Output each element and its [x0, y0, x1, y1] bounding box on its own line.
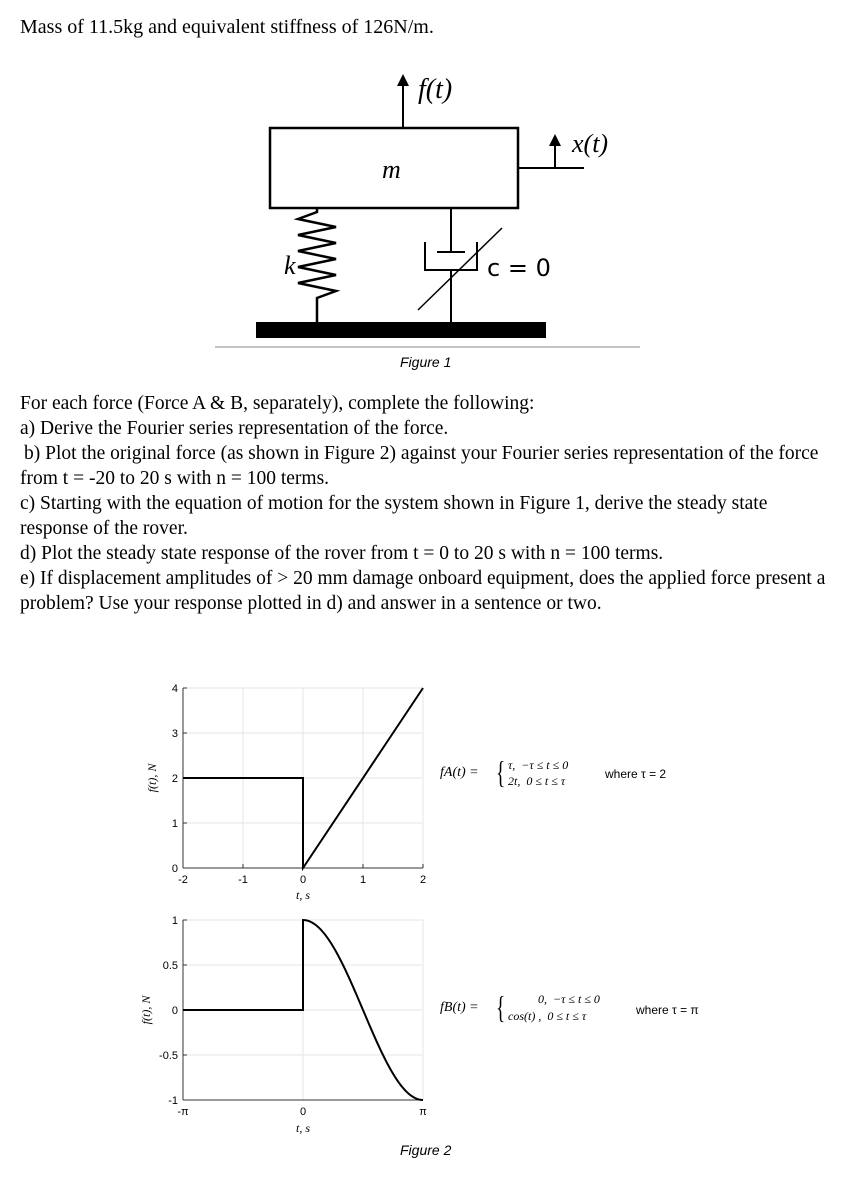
plot-a-ytick: 2: [171, 773, 178, 785]
equation-b-case2: cos(t) , 0 ≤ t ≤ τ: [508, 1009, 587, 1023]
displacement-label: x(t): [572, 129, 609, 158]
displacement-arrow-head: [549, 134, 561, 146]
equation-a: [440, 754, 700, 792]
equation-b-brace: {: [496, 989, 506, 1025]
task-b: b) Plot the original force (as shown in Figure 2) against your Fourier series representation of the force from t = -20 to 20 s with n = 100 terms.: [20, 443, 819, 489]
figure1-caption: Figure 1: [400, 354, 452, 370]
task-a: a) Derive the Fourier series representation of the force.: [20, 418, 449, 439]
plot-b-ytick: 1: [171, 915, 178, 927]
task-lead: For each force (Force A & B, separately), complete the following:: [20, 393, 535, 414]
plot-b-xlabel: t, s: [295, 1121, 311, 1135]
problem-intro: Mass of 11.5kg and equivalent stiffness of 126N/m.: [20, 16, 434, 38]
equation-b-lhs: fB(t) =: [440, 1000, 479, 1015]
plot-a-xtick: 0: [299, 874, 307, 886]
plot-b: [130, 910, 460, 1140]
plot-b-xtick: 0: [299, 1106, 307, 1118]
equation-a-case2: 2t, 0 ≤ t ≤ τ: [508, 774, 566, 788]
task-c: c) Starting with the equation of motion for the system shown in Figure 1, derive the steady state response of the rover.: [20, 493, 768, 539]
plot-a-xlabel: t, s: [295, 888, 311, 902]
plot-b-xtick: -π: [177, 1106, 189, 1118]
plot-b-ytick: -1: [168, 1095, 178, 1107]
force-label: f(t): [418, 74, 453, 105]
plot-a-xtick: 1: [359, 874, 367, 886]
equation-a-case1: τ, −τ ≤ t ≤ 0: [508, 758, 569, 772]
equation-a-brace: {: [496, 754, 506, 790]
plot-a: [130, 670, 460, 910]
task-d: d) Plot the steady state response of the rover from t = 0 to 20 s with n = 100 terms.: [20, 543, 664, 564]
plot-b-xtick: π: [419, 1106, 427, 1118]
spring: [298, 208, 336, 324]
mass-label: m: [382, 155, 401, 184]
plot-b-ytick: -0.5: [159, 1050, 178, 1062]
plot-a-xtick: -1: [238, 874, 248, 886]
force-arrow-head: [397, 74, 409, 86]
plot-a-ytick: 4: [171, 683, 178, 695]
equation-b-where: where τ = π: [636, 1003, 699, 1017]
task-e: e) If displacement amplitudes of > 20 mm damage onboard equipment, does the applied force present a problem? Use your response plotted in d) and answer in a sentence or two.: [20, 568, 826, 614]
equation-b: [440, 989, 740, 1028]
plot-b-ytick: 0.5: [162, 960, 178, 972]
plot-b-ytick: 0: [171, 1005, 178, 1017]
ground: [256, 322, 546, 338]
plot-a-ytick: 3: [171, 728, 178, 740]
plot-b-ylabel: f(t), N: [139, 995, 153, 1025]
figure1-diagram: [0, 60, 846, 380]
equation-a-lhs: fA(t) =: [440, 765, 479, 780]
spring-label: k: [284, 251, 296, 280]
plot-a-xtick: -2: [178, 874, 188, 886]
plot-a-ylabel: f(t), N: [145, 763, 159, 793]
task-list: [20, 391, 835, 616]
plot-a-ytick: 1: [171, 818, 178, 830]
figure2-caption: Figure 2: [400, 1142, 452, 1158]
equation-b-case1: 0, −τ ≤ t ≤ 0: [538, 992, 600, 1006]
damper-label: c = 0: [487, 254, 551, 282]
equation-a-where: where τ = 2: [605, 767, 667, 781]
plot-a-xtick: 2: [419, 874, 427, 886]
plot-a-ytick: 0: [171, 863, 178, 875]
